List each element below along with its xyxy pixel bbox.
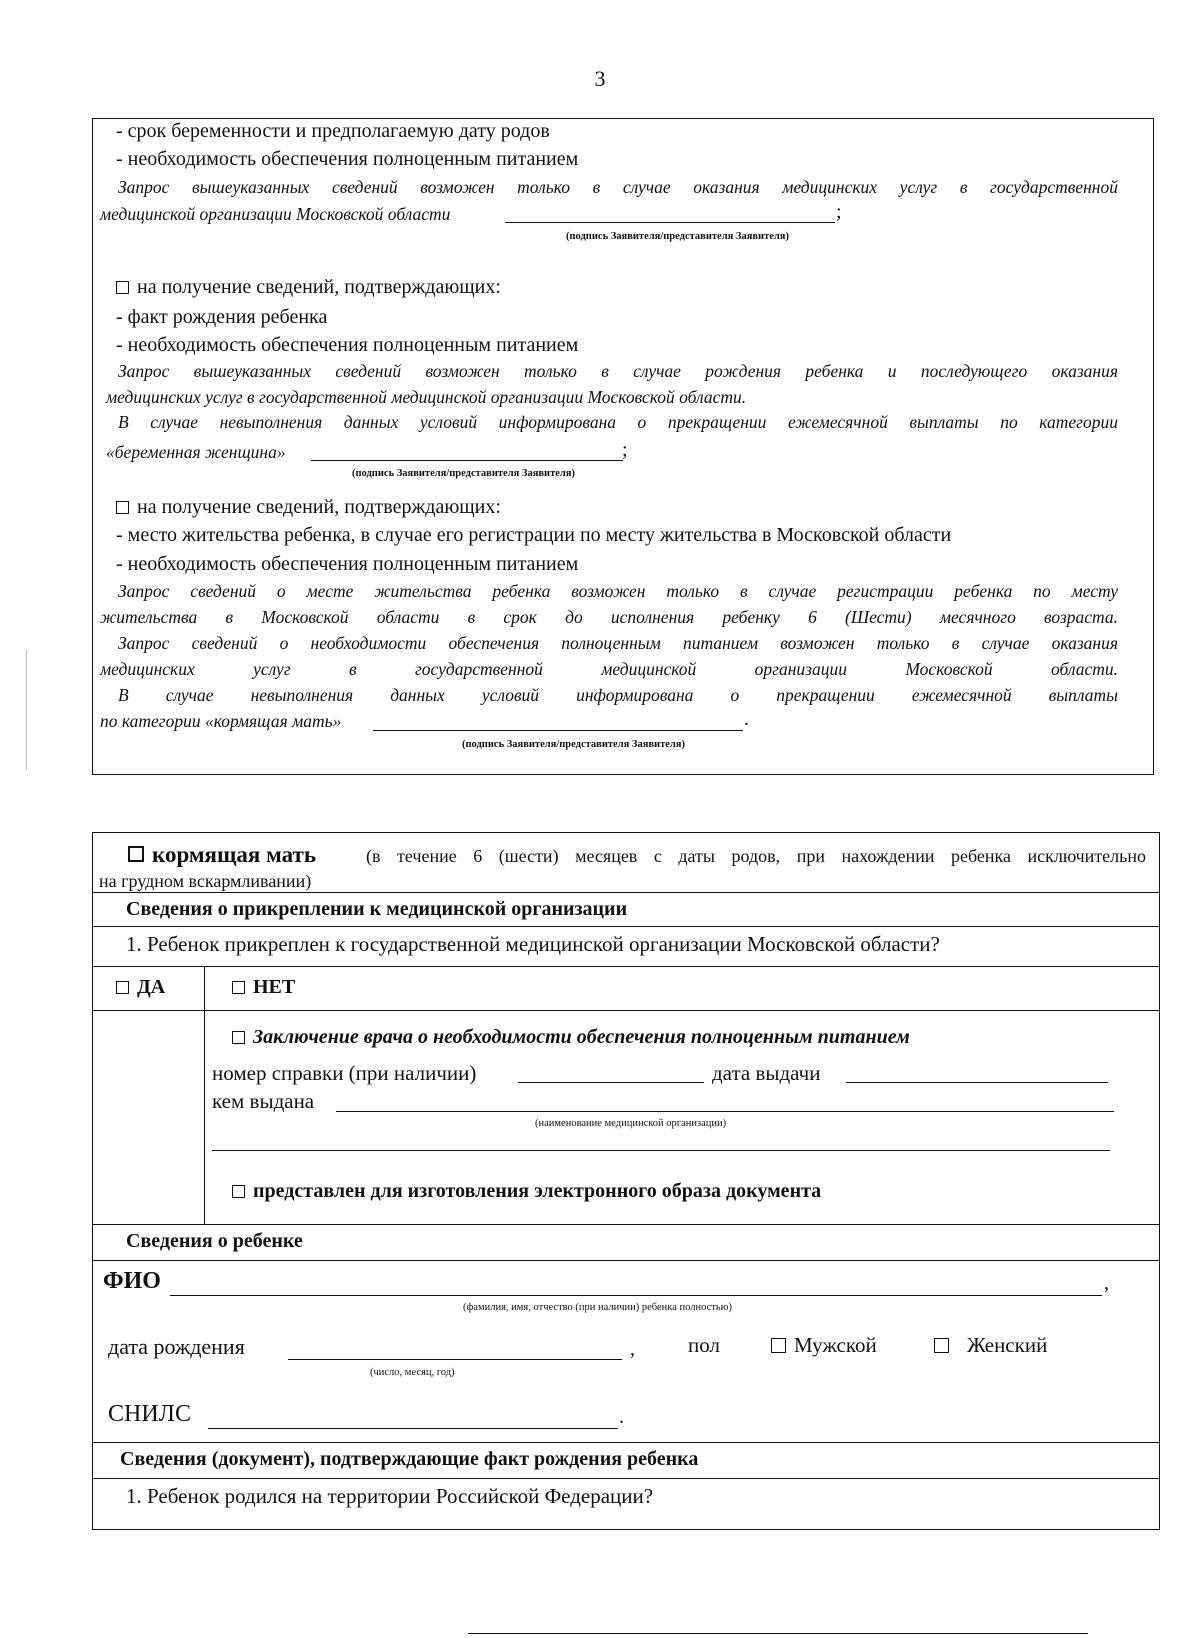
category-description: (в течение 6 (шести) месяцев с даты родов, при нахождении ребенка исключительно xyxy=(366,846,1146,866)
fio-caption: (фамилия, имя, отчество (при наличии) ребенка полностью) xyxy=(463,1302,733,1313)
note-text: Запрос сведений о необходимости обеспечения полноценным питанием возможен только в случае оказания xyxy=(118,633,1118,653)
section-header: на получение сведений, подтверждающих: xyxy=(137,496,501,518)
male-checkbox[interactable] xyxy=(771,1338,786,1353)
doctor-conclusion-checkbox[interactable] xyxy=(232,1031,245,1044)
consent-birth-checkbox[interactable] xyxy=(116,281,129,294)
section-heading: Сведения о прикреплении к медицинской организации xyxy=(126,898,628,920)
female-checkbox[interactable] xyxy=(934,1338,949,1353)
female-label: Женский xyxy=(967,1333,1048,1357)
issue-date-label: дата выдачи xyxy=(712,1061,821,1085)
sex-label: пол xyxy=(688,1333,720,1357)
section-heading: Сведения о ребенке xyxy=(126,1230,303,1252)
org-caption: (наименование медицинской организации) xyxy=(535,1118,727,1129)
signature-line[interactable] xyxy=(311,460,623,461)
consent-residence-checkbox[interactable] xyxy=(116,501,129,514)
note-text: медицинских услуг в государственной медицинской организации Московской области. xyxy=(100,659,1118,679)
fio-label: ФИО xyxy=(103,1268,161,1294)
yes-label: ДА xyxy=(137,976,166,998)
bullet-item: - факт рождения ребенка xyxy=(116,306,328,328)
issued-by-field-line2[interactable] xyxy=(212,1150,1110,1151)
page-number: 3 xyxy=(594,66,606,91)
nursing-mother-checkbox[interactable] xyxy=(128,846,144,862)
bullet-item: - срок беременности и предполагаемую дату родов xyxy=(116,120,550,142)
birth-date-label: дата рождения xyxy=(108,1334,245,1359)
cert-number-field[interactable] xyxy=(518,1082,704,1083)
yes-checkbox[interactable] xyxy=(116,981,129,994)
issue-date-field[interactable] xyxy=(846,1082,1108,1083)
no-checkbox[interactable] xyxy=(232,981,245,994)
signature-caption: (подпись Заявителя/представителя Заявителя) xyxy=(462,739,685,750)
note-text: Запрос вышеуказанных сведений возможен только в случае оказания медицинских услуг в государственной xyxy=(118,177,1118,197)
birth-date-caption: (число, месяц, год) xyxy=(370,1367,455,1378)
bullet-item: - необходимость обеспечения полноценным питанием xyxy=(116,148,579,170)
doctor-conclusion-label: Заключение врача о необходимости обеспечения полноценным питанием xyxy=(253,1026,910,1048)
note-text: Запрос сведений о месте жительства ребенка возможен только в случае регистрации ребенка по месту xyxy=(118,581,1118,601)
male-label: Мужской xyxy=(794,1333,877,1357)
note-text: жительства в Московской области в срок до исполнения ребенку 6 (Шести) месячного возраста. xyxy=(100,607,1118,627)
note-text: В случае невыполнения данных условий информирована о прекращении ежемесячной выплаты xyxy=(118,685,1118,705)
electronic-copy-checkbox[interactable] xyxy=(232,1185,245,1198)
note-text: «беременная женщина» xyxy=(106,442,286,462)
electronic-copy-label: представлен для изготовления электронного образа документа xyxy=(253,1180,822,1202)
birth-date-field[interactable] xyxy=(288,1359,622,1360)
fio-field[interactable] xyxy=(170,1295,1102,1296)
category-description: на грудном вскармливании) xyxy=(99,871,312,891)
note-text: Запрос вышеуказанных сведений возможен только в случае рождения ребенка и последующего оказания xyxy=(118,361,1118,381)
no-label: НЕТ xyxy=(253,976,296,998)
snils-label: СНИЛС xyxy=(108,1401,191,1427)
bullet-item: - необходимость обеспечения полноценным питанием xyxy=(116,334,579,356)
signature-line[interactable] xyxy=(373,730,743,731)
snils-field[interactable] xyxy=(208,1428,618,1429)
cert-number-label: номер справки (при наличии) xyxy=(212,1061,477,1085)
question-text: 1. Ребенок родился на территории Российской Федерации? xyxy=(126,1484,654,1508)
bullet-item: - необходимость обеспечения полноценным питанием xyxy=(116,553,579,575)
issued-by-field[interactable] xyxy=(336,1111,1114,1112)
section-heading: Сведения (документ), подтверждающие факт рождения ребенка xyxy=(120,1448,699,1470)
signature-line[interactable] xyxy=(505,222,835,223)
note-text: по категории «кормящая мать» xyxy=(100,711,342,731)
category-title: кормящая мать xyxy=(152,842,316,867)
signature-caption: (подпись Заявителя/представителя Заявителя) xyxy=(352,468,575,479)
issued-by-label: кем выдана xyxy=(212,1089,315,1113)
section-header: на получение сведений, подтверждающих: xyxy=(137,276,501,298)
note-text: В случае невыполнения данных условий информирована о прекращении ежемесячной выплаты по категории xyxy=(118,412,1118,432)
bottom-edge-line xyxy=(468,1633,1088,1634)
question-text: 1. Ребенок прикреплен к государственной медицинской организации Московской области? xyxy=(126,932,940,956)
note-text: медицинской организации Московской области xyxy=(100,204,451,224)
signature-caption: (подпись Заявителя/представителя Заявителя) xyxy=(566,231,789,242)
bullet-item: - место жительства ребенка, в случае его регистрации по месту жительства в Московской области xyxy=(116,524,952,546)
note-text: медицинских услуг в государственной медицинской организации Московской области. xyxy=(106,387,747,407)
